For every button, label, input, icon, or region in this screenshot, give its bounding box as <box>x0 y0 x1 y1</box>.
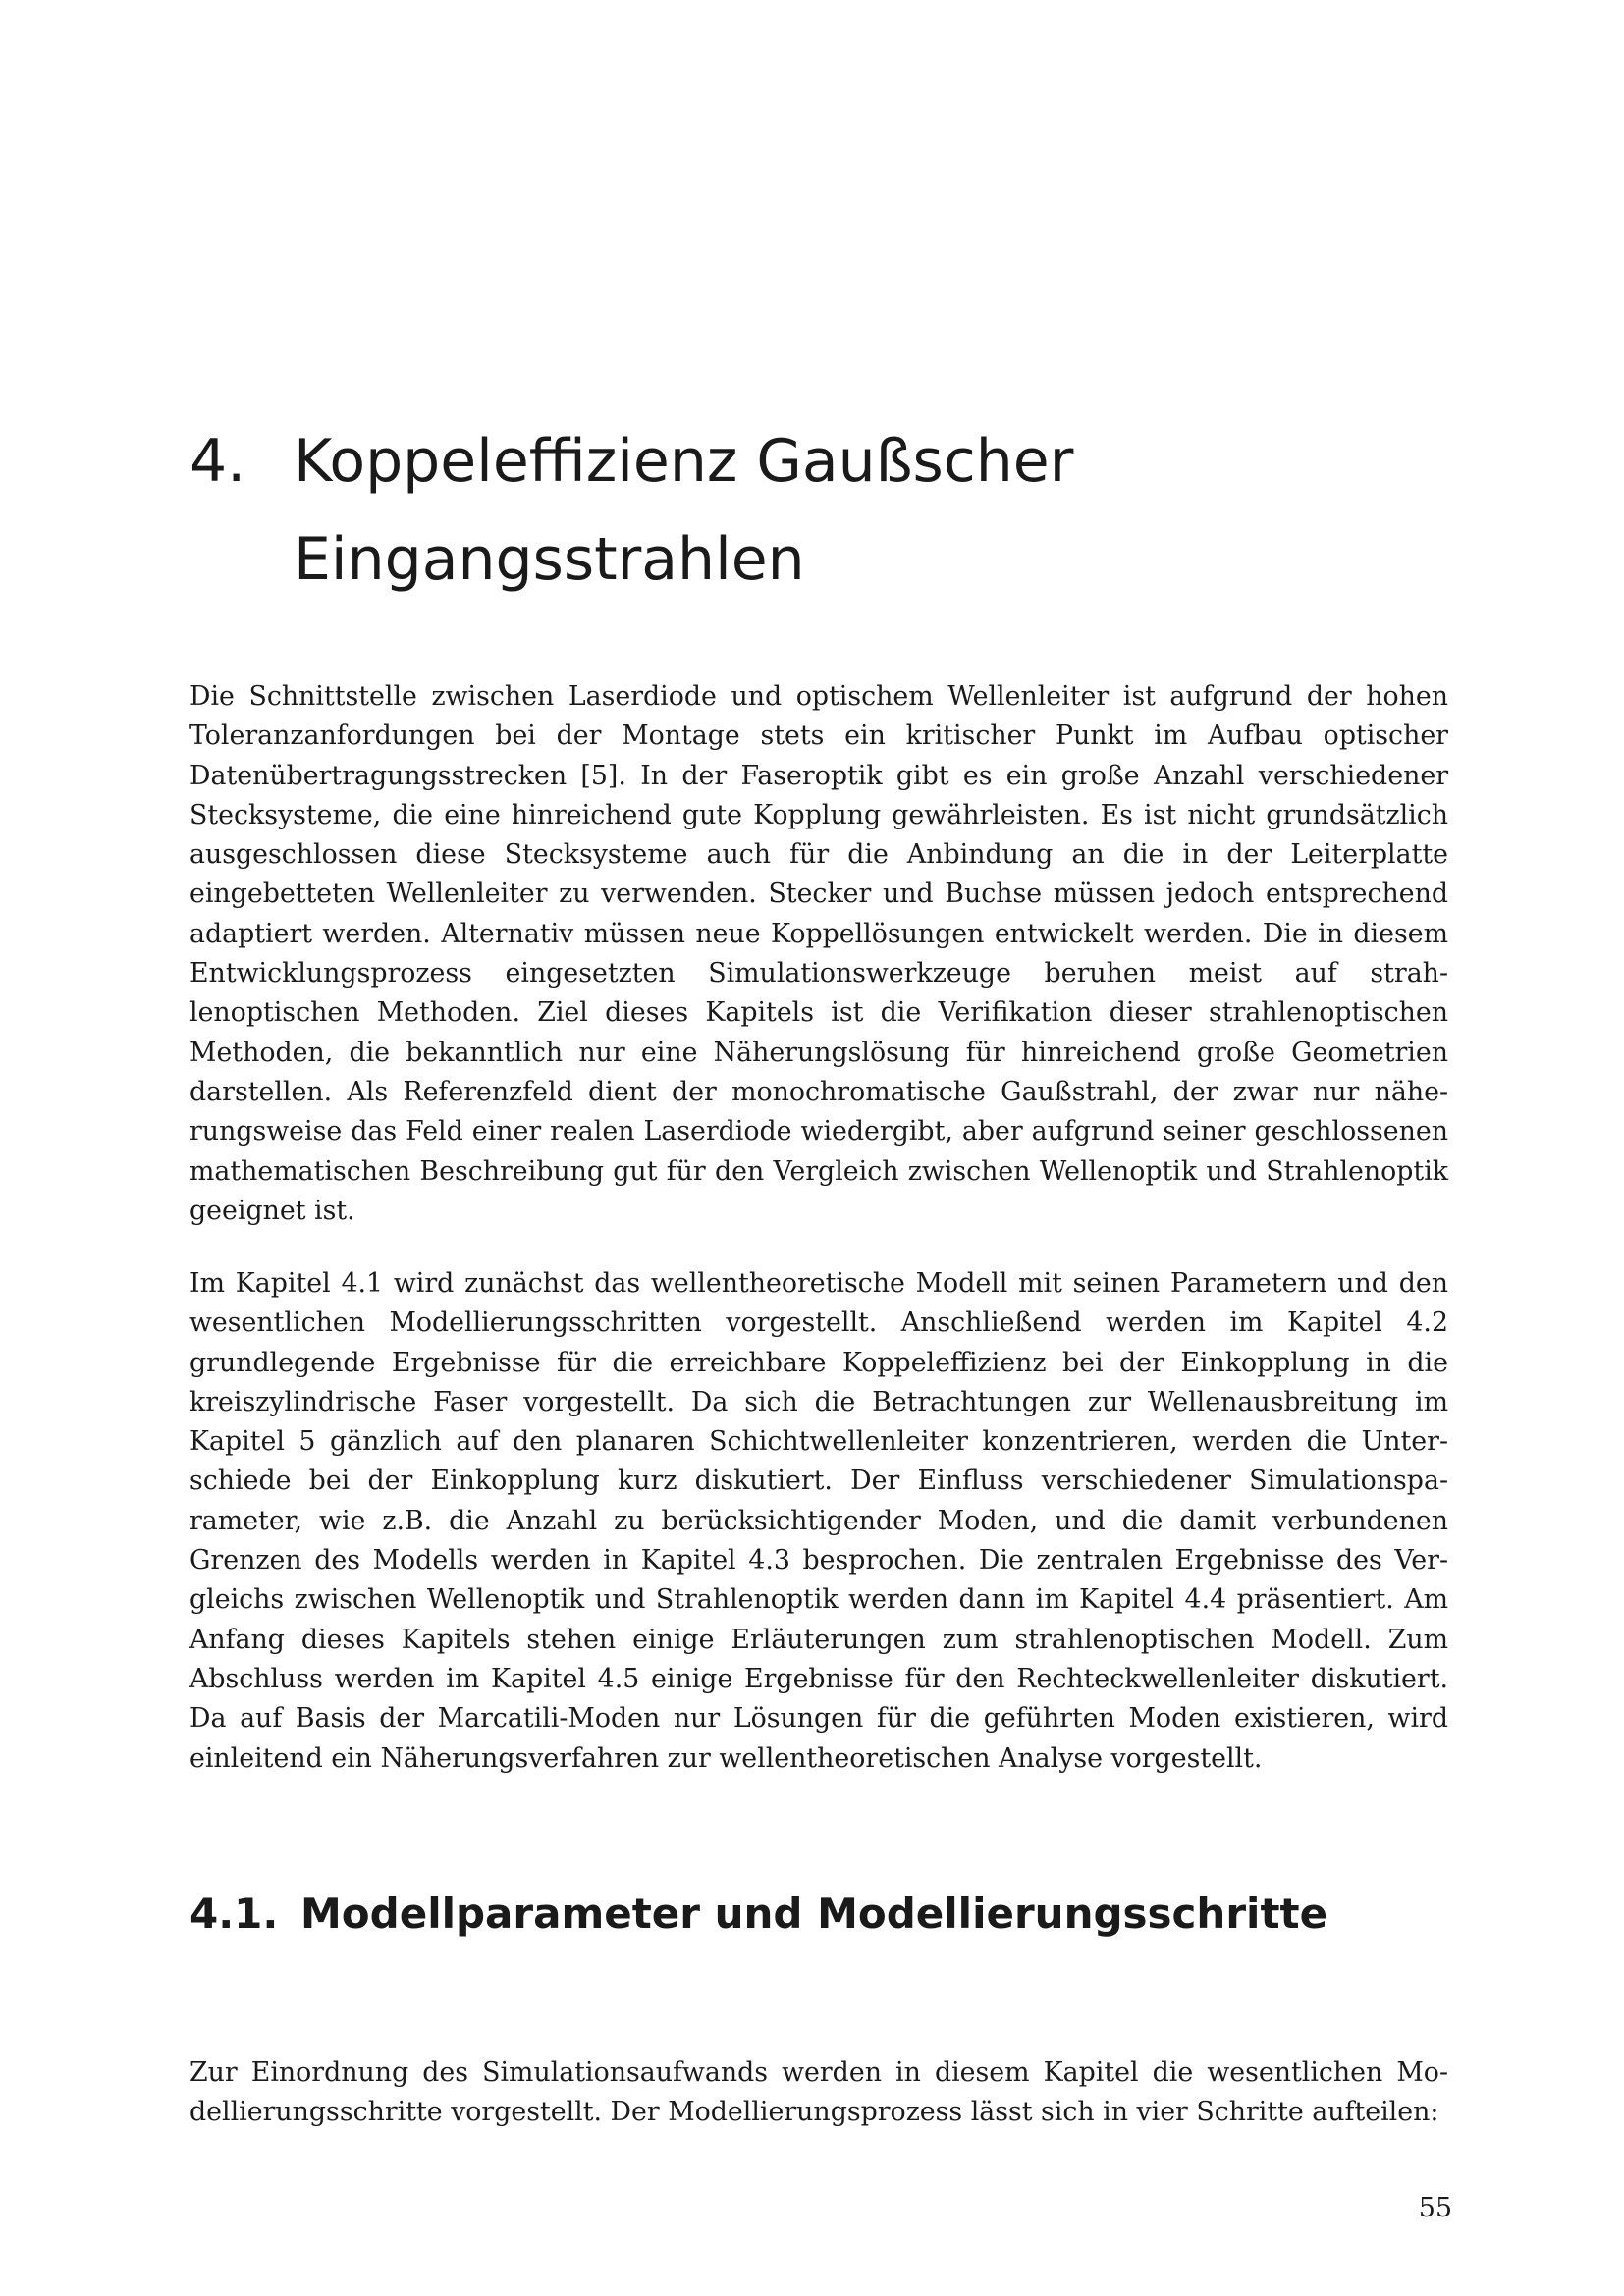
section-heading <box>189 1885 1327 1944</box>
body-paragraph: Im Kapitel 4.1 wird zunächst das wellentheoretische Modell mit seinen Parametern und den wesentlichen Modellierungsschritten vorgestellt. Anschließend werden im Kapitel 4.2 grundlegende Ergebnisse für die erreichbare Koppeleffizienz bei der Einkopplung in die kreiszylindrische Faser vorgestellt. Da sich die Betrachtungen zur Wellenausbreitung im Kapitel 5 gänzlich auf den planaren Schichtwellenleiter konzentrieren, werden die Unterschiede bei der Einkopplung kurz diskutiert. Der Einfluss verschiedener Simulationsparameter, wie z.B. die Anzahl zu berücksichtigender Moden, und die damit verbundenen Grenzen des Modells werden in Kapitel 4.3 besprochen. Die zentralen Ergebnisse des Vergleichs zwischen Wellenoptik und Strahlenoptik werden dann im Kapitel 4.4 präsentiert. Am Anfang dieses Kapitels stehen einige Erläuterungen zum strahlenoptischen Modell. Zum Abschluss werden im Kapitel 4.5 einige Ergebnisse für den Rechteckwellenleiter diskutiert. Da auf Basis der Marcatili-Moden nur Lösungen für die geführten Moden existieren, wird einleitend ein Näherungsverfahren zur wellentheoretischen Analyse vorgestellt. <box>189 1268 1448 1774</box>
section-number: 4.1. <box>189 1890 279 1938</box>
section-title: Modellparameter und Modellierungsschritte <box>300 1890 1328 1938</box>
chapter-number: 4. <box>189 427 246 496</box>
body-paragraph: Zur Einordnung des Simulationsaufwands werden in diesem Kapitel die wesentlichen Modellierungsschritte vorgestellt. Der Modellierungsprozess lässt sich in vier Schritte aufteilen: <box>189 2057 1448 2128</box>
body-paragraph: Die Schnittstelle zwischen Laserdiode und optischem Wellenleiter ist aufgrund der hohen Toleranzanfordungen bei der Montage stets ein kritischer Punkt im Aufbau optischer Datenübertragungsstrecken [5]. In der Faseroptik gibt es ein große Anzahl verschiedener Stecksysteme, die eine hinreichend gute Kopplung gewährleisten. Es ist nicht grundsätzlich ausgeschlossen diese Stecksysteme auch für die Anbindung an die in der Leiterplatte eingebetteten Wellenleiter zu verwenden. Stecker und Buchse müssen jedoch entsprechend adaptiert werden. Alternativ müssen neue Koppellösungen entwickelt werden. Die in diesem Entwicklungsprozess eingesetzten Simulationswerkzeuge beruhen meist auf strahlenoptischen Methoden. Ziel dieses Kapitels ist die Verifikation dieser strahlenoptischen Methoden, die bekanntlich nur eine Näherungslösung für hinreichend große Geometrien darstellen. Als Referenzfeld dient der monochromatische Gaußstrahl, der zwar nur näherungsweise das Feld einer realen Laserdiode wiedergibt, aber aufgrund seiner geschlossenen mathematischen Beschreibung gut für den Vergleich zwischen Wellenoptik und Strahlenoptik geeignet ist. <box>189 681 1448 1226</box>
chapter-title: Koppeleffizienz Gaußscher Eingangsstrahlen <box>294 427 1074 594</box>
page-number: 55 <box>1418 2193 1452 2223</box>
chapter-heading <box>189 412 1456 609</box>
